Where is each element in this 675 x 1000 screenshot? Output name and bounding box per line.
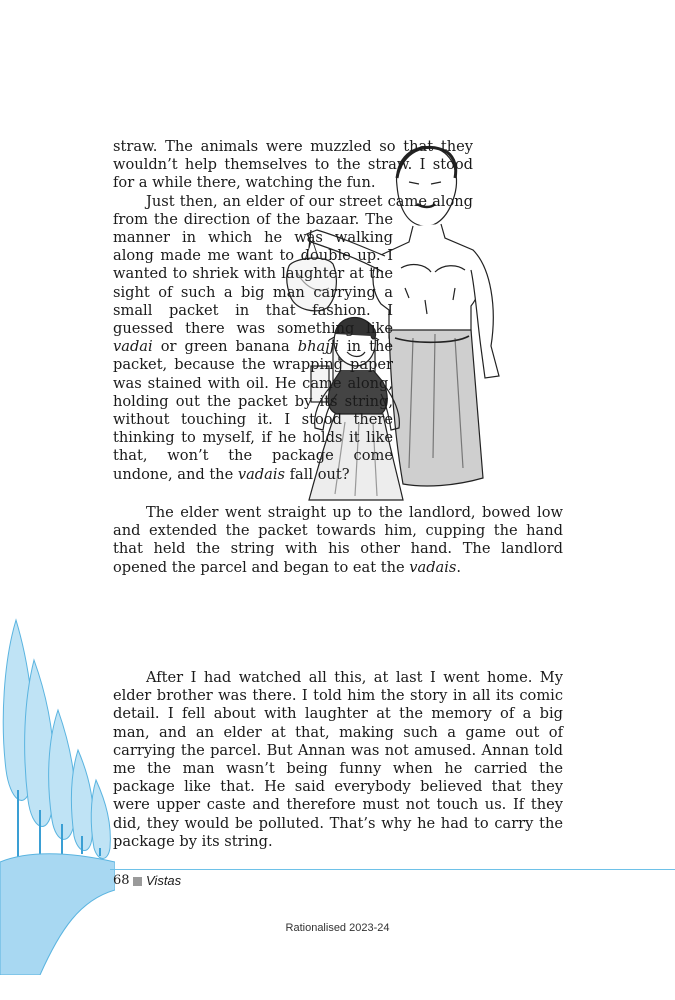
book-title: Vistas — [146, 873, 182, 888]
rationalised-note: Rationalised 2023-24 — [285, 922, 390, 934]
italic-bhajji: bhajji — [297, 338, 339, 356]
italic-vadais: vadais — [237, 465, 286, 483]
illustration-wrap-bottom — [393, 211, 563, 503]
italic-vadais-2: vadais — [409, 558, 457, 576]
footer-rule — [110, 869, 675, 870]
paragraph-1-text-4: fall out? — [285, 465, 350, 483]
paragraph-1-text-3: in the packet, because the wrapping paper was stained with oil. He came along, holding out the packet by its string, without touching it. I stood there thinking to myself, if he holds it like that, won’t the package come undone, and the — [113, 338, 393, 483]
paragraph-1 — [113, 138, 563, 503]
italic-vadai: vadai — [113, 338, 153, 356]
paragraph-1-opening: straw. The animals were muzzled so that they wouldn’t help themselves to the straw. I stood for a while there, watching the fun. — [113, 138, 473, 192]
paragraph-2-end: . — [456, 558, 462, 576]
paragraph-1-text-2: or green banana — [152, 338, 298, 356]
tree-illustration — [0, 600, 115, 975]
paragraph-2-text: The elder went straight up to the landlord, bowed low and extended the packet towards him, cupping the hand that held the string with his other hand. The landlord opened the parcel and began to eat the — [113, 504, 563, 576]
footer-square-icon — [133, 877, 142, 886]
paragraph-3: After I had watched all this, at last I went home. My elder brother was there. I told him the story in all its comic detail. I fell about with laughter at the memory of a big man, and an elder at that, making such a game out of carrying the parcel. But Annan was not amused. Annan told me the man wasn’t being funny when he carried the package like that. He said everybody believed that they were upper caste and therefore must not touch us. If they did, they would be polluted. That’s why he had to carry the package by its string. — [113, 669, 563, 850]
illustration-wrap-top — [473, 138, 563, 211]
page-number: 68 — [113, 873, 130, 888]
paragraph-1-text: Just then, an elder of our street came along from the direction of the bazaar. The manner in which he was walking along made me want to double up. I wanted to shriek with laughter at the sight of such a big man carrying a small packet in that fashion. I guessed there was something like — [113, 192, 473, 338]
paragraph-2 — [113, 504, 563, 577]
